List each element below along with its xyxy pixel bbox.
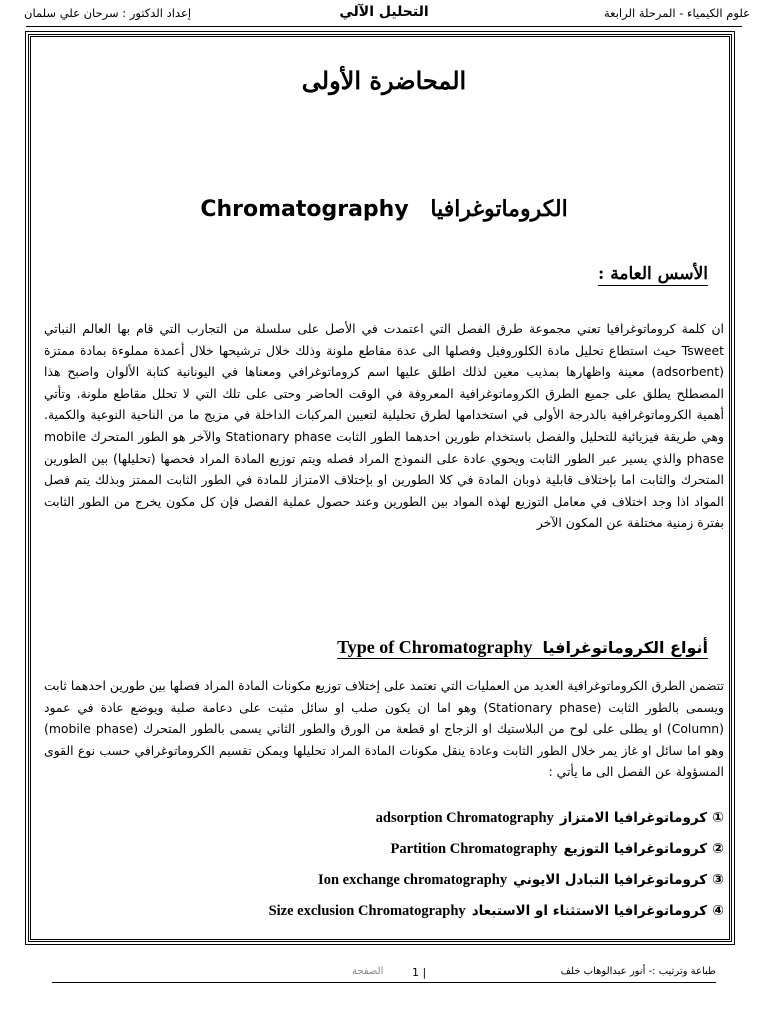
types-heading-english: Type of Chromatography: [337, 637, 533, 657]
list-item: [60, 841, 724, 872]
item-english: Size exclusion Chromatography: [268, 903, 466, 919]
item-english: adsorption Chromatography: [375, 810, 554, 826]
item-number: ④: [712, 903, 724, 919]
section-heading-types: [337, 637, 708, 659]
item-number: ①: [712, 810, 724, 826]
item-arabic: كروماتوغرافيا التبادل الايوني: [513, 872, 708, 888]
item-arabic: كروماتوغرافيا الاستثناء او الاستبعاد: [471, 903, 708, 919]
footer-page-label: الصفحة: [352, 966, 384, 977]
header-divider: [26, 26, 742, 27]
item-number: ③: [712, 872, 724, 888]
item-english: Ion exchange chromatography: [318, 872, 508, 888]
list-item: [60, 810, 724, 841]
footer-credit: طباعة وترتيب :- أنور عبدالوهاب خلف: [560, 966, 716, 977]
footer-page-number: 1 |: [412, 966, 427, 979]
footer-divider: [52, 982, 716, 983]
types-heading-arabic: أنواع الكروماتوغرافيا: [542, 638, 708, 657]
header-author: إعداد الدكتور : سرحان علي سلمان: [24, 6, 192, 20]
page-header: [0, 0, 768, 28]
header-course: علوم الكيمياء - المرحلة الرابعة: [604, 6, 750, 20]
item-number: ②: [712, 841, 724, 857]
chromatography-title-english: Chromatography: [200, 197, 409, 222]
header-subject: التحليل الآلي: [339, 4, 429, 20]
lecture-title: المحاضرة الأولى: [301, 66, 467, 95]
types-list: [60, 810, 724, 934]
section-heading-basics: الأسس العامة :: [598, 264, 708, 284]
chromatography-title-arabic: الكروماتوغرافيا: [430, 196, 568, 222]
basics-paragraph: ان كلمة كروماتوغرافيا تعني مجموعة طرق الفصل التي اعتمدت في الأصل على سلسلة من التجارب التي قام بها العالم النباتي Tsweet حيث استطاع تحليل مادة الكلوروفيل وفصلها الى عدة مقاطع ملونة وذلك خلال ترشيحها خلال أعمدة مملوءة بمادة ممتزة (adsorbent) معينة واظهارها بمذيب معين لذلك اطلق عليها اسم كروماتوغرافي ومعناها في اليونانية كتابة الألوان واصبح هذا المصطلح يطلق على جميع الطرق الكروماتوغرافية المعروفة في الوقت الحاضر وحتى على تلك التي لا تحلل مقاطع ملونة. وتأتي أهمية الكروماتوغرافية بالدرجة الأولى في استخدامها لطرق تحليلية لتعيين المركبات الداخلة في مزيج ما من الناحية النوعية والكمية. وهي طريقة فيزيائية للتحليل والفصل باستخدام طورين احدهما الطور الثابت Stationary phase والآخر هو الطور المتحرك mobile phase والذي يسير عبر الطور الثابت ويحوي عادة على النموذج المراد فصله ويتم توزيع المادة المراد فحصها (تحليلها) بين الطورين المتحرك والثابت اما بإختلاف قابلية ذوبان المادة في كلا الطورين او بإختلاف الامتزاز للمادة في الطور الثابت الممتز وبذلك يتم فصل المواد اذا وجد اختلاف في معامل التوزيع لهذه المواد بين الطورين وعند حصول عملية الفصل فإن كل مكون يخرج من الطور الثابت بفترة زمنية مختلفة عن المكون الآخر: [44, 321, 725, 531]
item-arabic: كروماتوغرافيا التوزيع: [563, 841, 708, 857]
list-item: [60, 903, 724, 934]
item-english: Partition Chromatography: [390, 841, 558, 857]
item-arabic: كروماتوغرافيا الامتزاز: [559, 810, 708, 826]
types-paragraph: تتضمن الطرق الكروماتوغرافية العديد من العمليات التي تعتمد على إختلاف توزيع مكونات المادة المراد فصلها بين طورين احدهما ثابت ويسمى بالطور الثابت (Stationary phase) وهو اما ان يكون صلب او سائل مثبت على دعامة صلبة ويوضع عادة في عمود (Column) او يطلى على لوح من البلاستيك او الزجاج او قطعة من الورق والطور الثاني يسمى بالطور المتحرك (mobile phase) وهو اما سائل او غاز يمر خلال الطور الثابت وعادة ينقل مكونات المادة المراد تحليلها ويمكن تقسيم الكروماتوغرافي حسب نوع القوى المسؤولة عن الفصل الى ما يأتي :: [44, 678, 724, 780]
chromatography-title: [0, 196, 768, 222]
list-item: [60, 872, 724, 903]
page-footer: [52, 966, 716, 980]
